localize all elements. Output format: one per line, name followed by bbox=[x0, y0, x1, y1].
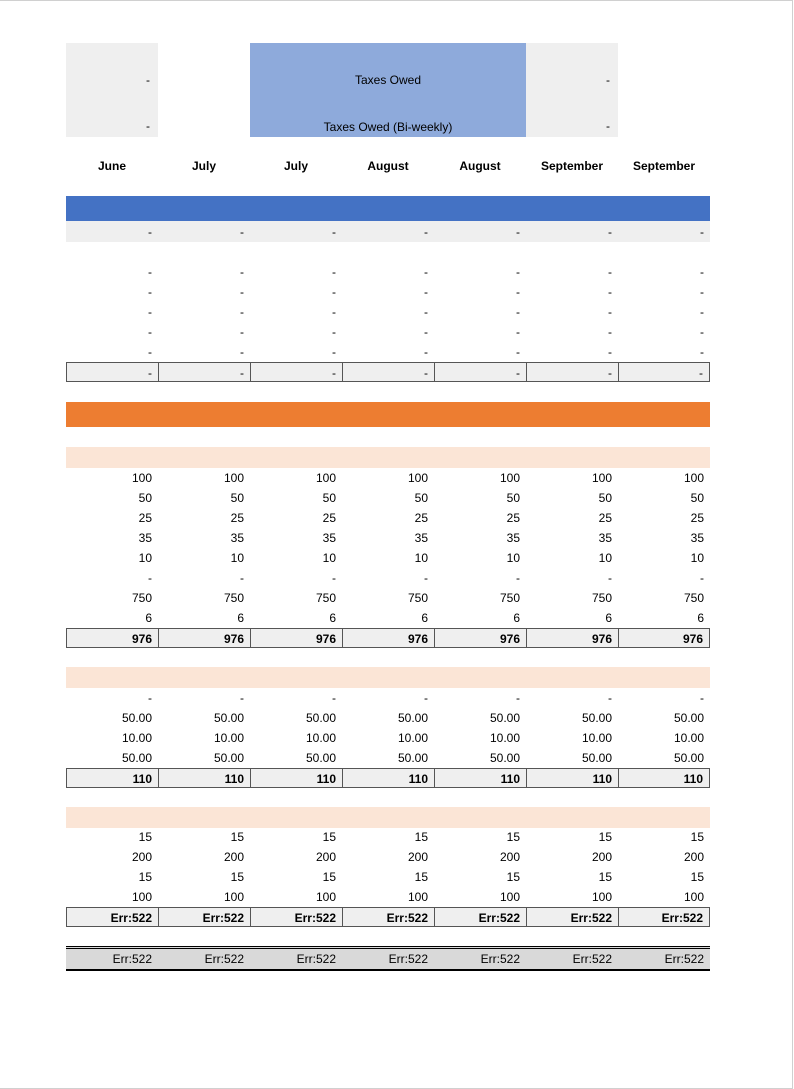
table-row bbox=[66, 688, 710, 708]
income-cell: - bbox=[424, 305, 428, 319]
expense-b-cell: 50.00 bbox=[673, 711, 704, 725]
income-cell: - bbox=[516, 285, 520, 299]
income-cell: - bbox=[516, 305, 520, 319]
expense-a-cell: 25 bbox=[690, 511, 704, 525]
expense-b-cell: 10.00 bbox=[305, 731, 336, 745]
expense-b-total-cell: 110 bbox=[526, 768, 618, 788]
expense-b-cell: 10.00 bbox=[397, 731, 428, 745]
table-row bbox=[66, 528, 710, 548]
table-row bbox=[66, 608, 710, 628]
income-cell: - bbox=[332, 305, 336, 319]
expense-b-cell: 50.00 bbox=[121, 751, 152, 765]
income-cell: - bbox=[240, 325, 244, 339]
expense-c-cell: 15 bbox=[414, 830, 428, 844]
income-cell: - bbox=[332, 285, 336, 299]
table-row bbox=[66, 548, 710, 568]
table-row bbox=[66, 728, 710, 748]
expense-a-cell: 25 bbox=[506, 511, 520, 525]
expense-a-cell: 50 bbox=[230, 491, 244, 505]
expense-a-total-cell: 976 bbox=[66, 628, 158, 648]
income-section-band bbox=[66, 196, 710, 221]
expense-a-total-cell: 976 bbox=[158, 628, 250, 648]
income-cell: - bbox=[516, 345, 520, 359]
month-header: August bbox=[459, 159, 501, 173]
month-header-row bbox=[66, 156, 710, 176]
expense-c-cell: 15 bbox=[690, 830, 704, 844]
income-shaded-cell: - bbox=[148, 225, 152, 239]
expense-a-cell: 750 bbox=[407, 591, 428, 605]
expense-a-cell: 750 bbox=[315, 591, 336, 605]
right-dash-2: - bbox=[606, 119, 610, 133]
income-cell: - bbox=[240, 305, 244, 319]
income-cell: - bbox=[700, 265, 704, 279]
expense-c-cell: 15 bbox=[414, 870, 428, 884]
month-header: July bbox=[283, 159, 308, 173]
expense-a-cell: 6 bbox=[421, 611, 428, 625]
table-row bbox=[66, 748, 710, 768]
income-total-cell: - bbox=[618, 362, 710, 382]
expense-a-cell: 35 bbox=[414, 531, 428, 545]
expense-c-total-cell: Err:522 bbox=[526, 907, 618, 927]
expense-a-cell: 25 bbox=[322, 511, 336, 525]
expense-b-cell: 50.00 bbox=[305, 711, 336, 725]
expense-a-cell: - bbox=[332, 571, 336, 585]
expense-c-cell: 100 bbox=[315, 890, 336, 904]
expense-b-cell: 10.00 bbox=[673, 731, 704, 745]
table-row bbox=[66, 362, 710, 382]
table-row bbox=[66, 302, 710, 322]
expense-a-cell: 50 bbox=[138, 491, 152, 505]
expense-b-total-cell: 110 bbox=[66, 768, 158, 788]
left-dash-1: - bbox=[146, 73, 150, 87]
expense-a-cell: 750 bbox=[499, 591, 520, 605]
expense-a-cell: 6 bbox=[605, 611, 612, 625]
expense-a-total-cell: 976 bbox=[526, 628, 618, 648]
expense-c-cell: 200 bbox=[131, 850, 152, 864]
expense-c-cell: 15 bbox=[230, 870, 244, 884]
expense-b-cell: - bbox=[700, 691, 704, 705]
expense-a-cell: 100 bbox=[499, 471, 520, 485]
expense-c-total-cell: Err:522 bbox=[618, 907, 710, 927]
income-cell: - bbox=[332, 265, 336, 279]
expense-c-cell: 15 bbox=[138, 870, 152, 884]
grand-total-cell: Err:522 bbox=[572, 952, 612, 966]
income-total-cell: - bbox=[158, 362, 250, 382]
income-cell: - bbox=[608, 265, 612, 279]
income-shaded-cell: - bbox=[332, 225, 336, 239]
expense-c-cell: 15 bbox=[690, 870, 704, 884]
expense-a-cell: 10 bbox=[690, 551, 704, 565]
expense-b-cell: 50.00 bbox=[213, 711, 244, 725]
taxes-owed-biweekly-label: Taxes Owed (Bi-weekly) bbox=[323, 120, 453, 134]
table-row bbox=[66, 488, 710, 508]
expense-b-cell: 10.00 bbox=[213, 731, 244, 745]
income-cell: - bbox=[700, 305, 704, 319]
expense-a-cell: 50 bbox=[322, 491, 336, 505]
expense-a-cell: 35 bbox=[598, 531, 612, 545]
expense-a-cell: - bbox=[424, 571, 428, 585]
expense-a-cell: 25 bbox=[230, 511, 244, 525]
expense-c-cell: 200 bbox=[223, 850, 244, 864]
expense-b-cell: - bbox=[608, 691, 612, 705]
expense-c-cell: 100 bbox=[591, 890, 612, 904]
expense-c-total-cell: Err:522 bbox=[158, 907, 250, 927]
expense-c-cell: 200 bbox=[407, 850, 428, 864]
expense-b-cell: 50.00 bbox=[581, 751, 612, 765]
expense-a-cell: 35 bbox=[322, 531, 336, 545]
table-row bbox=[66, 342, 710, 362]
expense-a-cell: 100 bbox=[223, 471, 244, 485]
month-header: August bbox=[367, 159, 409, 173]
table-row bbox=[66, 588, 710, 608]
table-row bbox=[66, 568, 710, 588]
expense-c-cell: 100 bbox=[407, 890, 428, 904]
income-cell: - bbox=[700, 325, 704, 339]
grand-total-cell: Err:522 bbox=[480, 952, 520, 966]
expense-b-cell: - bbox=[148, 691, 152, 705]
grand-total-cell: Err:522 bbox=[112, 952, 152, 966]
taxes-owed-label: Taxes Owed bbox=[354, 73, 422, 87]
month-header: June bbox=[97, 159, 126, 173]
income-shaded-cell: - bbox=[700, 225, 704, 239]
expense-a-cell: 10 bbox=[230, 551, 244, 565]
income-cell: - bbox=[608, 305, 612, 319]
expense-a-cell: - bbox=[700, 571, 704, 585]
expense-c-cell: 15 bbox=[322, 870, 336, 884]
income-cell: - bbox=[148, 305, 152, 319]
expense-b-total-cell: 110 bbox=[158, 768, 250, 788]
income-shaded-cell: - bbox=[516, 225, 520, 239]
expense-c-cell: 200 bbox=[499, 850, 520, 864]
expense-a-cell: 100 bbox=[407, 471, 428, 485]
expense-a-cell: 6 bbox=[697, 611, 704, 625]
expense-b-cell: 50.00 bbox=[489, 751, 520, 765]
expense-c-cell: 200 bbox=[683, 850, 704, 864]
income-cell: - bbox=[700, 345, 704, 359]
expense-c-cell: 100 bbox=[683, 890, 704, 904]
expense-a-total-cell: 976 bbox=[250, 628, 342, 648]
expense-a-cell: 6 bbox=[237, 611, 244, 625]
table-row bbox=[66, 949, 710, 969]
income-cell: - bbox=[608, 345, 612, 359]
month-header: September bbox=[540, 159, 604, 173]
expense-b-cell: - bbox=[424, 691, 428, 705]
expense-a-cell: 35 bbox=[230, 531, 244, 545]
expense-a-cell: 50 bbox=[690, 491, 704, 505]
expense-a-cell: - bbox=[240, 571, 244, 585]
expense-b-total-cell: 110 bbox=[342, 768, 434, 788]
expense-c-cell: 200 bbox=[315, 850, 336, 864]
expense-c-cell: 15 bbox=[598, 870, 612, 884]
table-row bbox=[66, 262, 710, 282]
table-row bbox=[66, 768, 710, 788]
income-cell: - bbox=[608, 285, 612, 299]
income-cell: - bbox=[148, 325, 152, 339]
expense-b-total-cell: 110 bbox=[250, 768, 342, 788]
expense-a-cell: 35 bbox=[138, 531, 152, 545]
expense-c-total-cell: Err:522 bbox=[342, 907, 434, 927]
income-cell: - bbox=[332, 345, 336, 359]
table-row bbox=[66, 827, 710, 847]
expense-c-cell: 100 bbox=[131, 890, 152, 904]
expense-a-cell: 6 bbox=[329, 611, 336, 625]
expense-a-total-cell: 976 bbox=[342, 628, 434, 648]
month-header: September bbox=[632, 159, 696, 173]
expense-c-total-cell: Err:522 bbox=[66, 907, 158, 927]
subsection-a-band bbox=[66, 447, 710, 468]
expense-c-cell: 15 bbox=[138, 830, 152, 844]
expense-a-cell: 10 bbox=[138, 551, 152, 565]
grand-total-cell: Err:522 bbox=[204, 952, 244, 966]
expense-c-cell: 15 bbox=[322, 830, 336, 844]
expense-a-cell: 100 bbox=[315, 471, 336, 485]
table-row bbox=[66, 887, 710, 907]
expense-b-cell: 50.00 bbox=[489, 711, 520, 725]
expense-b-cell: 50.00 bbox=[581, 711, 612, 725]
expense-b-cell: 10.00 bbox=[581, 731, 612, 745]
expense-a-cell: 10 bbox=[598, 551, 612, 565]
expense-a-total-cell: 976 bbox=[434, 628, 526, 648]
subsection-c-band bbox=[66, 807, 710, 828]
expense-b-cell: 50.00 bbox=[305, 751, 336, 765]
expense-a-cell: - bbox=[516, 571, 520, 585]
income-shaded-cell: - bbox=[608, 225, 612, 239]
expense-c-cell: 200 bbox=[591, 850, 612, 864]
expense-a-cell: 50 bbox=[414, 491, 428, 505]
expense-a-cell: 50 bbox=[506, 491, 520, 505]
expense-a-cell: 10 bbox=[506, 551, 520, 565]
income-cell: - bbox=[424, 285, 428, 299]
table-row bbox=[66, 282, 710, 302]
income-total-cell: - bbox=[526, 362, 618, 382]
expense-c-cell: 15 bbox=[506, 830, 520, 844]
income-total-cell: - bbox=[342, 362, 434, 382]
table-row bbox=[66, 508, 710, 528]
table-row bbox=[66, 628, 710, 648]
income-cell: - bbox=[608, 325, 612, 339]
income-cell: - bbox=[424, 325, 428, 339]
table-row bbox=[66, 867, 710, 887]
table-row bbox=[66, 222, 710, 242]
income-cell: - bbox=[148, 345, 152, 359]
expense-b-cell: 10.00 bbox=[489, 731, 520, 745]
table-row bbox=[66, 847, 710, 867]
income-cell: - bbox=[240, 285, 244, 299]
income-total-cell: - bbox=[66, 362, 158, 382]
right-dash-1: - bbox=[606, 73, 610, 87]
expense-b-cell: - bbox=[240, 691, 244, 705]
expense-b-cell: 50.00 bbox=[213, 751, 244, 765]
income-shaded-cell: - bbox=[240, 225, 244, 239]
expense-a-cell: 10 bbox=[414, 551, 428, 565]
expense-b-cell: 50.00 bbox=[397, 711, 428, 725]
table-row bbox=[66, 468, 710, 488]
income-total-cell: - bbox=[250, 362, 342, 382]
expense-c-cell: 15 bbox=[506, 870, 520, 884]
table-row bbox=[66, 708, 710, 728]
expense-a-cell: 100 bbox=[683, 471, 704, 485]
grand-total-cell: Err:522 bbox=[296, 952, 336, 966]
expense-a-cell: 25 bbox=[598, 511, 612, 525]
expense-c-total-cell: Err:522 bbox=[250, 907, 342, 927]
income-cell: - bbox=[516, 265, 520, 279]
expense-a-cell: 6 bbox=[513, 611, 520, 625]
table-row bbox=[66, 907, 710, 927]
income-cell: - bbox=[240, 265, 244, 279]
expense-b-total-cell: 110 bbox=[434, 768, 526, 788]
expense-a-cell: 6 bbox=[145, 611, 152, 625]
expense-b-cell: 50.00 bbox=[673, 751, 704, 765]
expense-a-cell: 750 bbox=[223, 591, 244, 605]
income-cell: - bbox=[240, 345, 244, 359]
income-cell: - bbox=[148, 265, 152, 279]
expense-a-cell: 25 bbox=[414, 511, 428, 525]
month-header: July bbox=[191, 159, 216, 173]
expense-b-cell: 10.00 bbox=[121, 731, 152, 745]
income-cell: - bbox=[516, 325, 520, 339]
expenses-section-band bbox=[66, 402, 710, 427]
expense-c-cell: 15 bbox=[230, 830, 244, 844]
income-cell: - bbox=[424, 265, 428, 279]
table-row bbox=[66, 322, 710, 342]
expense-a-cell: - bbox=[608, 571, 612, 585]
expense-c-total-cell: Err:522 bbox=[434, 907, 526, 927]
expense-a-cell: 100 bbox=[591, 471, 612, 485]
expense-a-cell: 25 bbox=[138, 511, 152, 525]
expense-a-cell: 750 bbox=[131, 591, 152, 605]
expense-c-cell: 100 bbox=[499, 890, 520, 904]
expense-a-cell: 750 bbox=[683, 591, 704, 605]
income-shaded-cell: - bbox=[424, 225, 428, 239]
expense-a-cell: - bbox=[148, 571, 152, 585]
grand-total-cell: Err:522 bbox=[664, 952, 704, 966]
grand-total-cell: Err:522 bbox=[388, 952, 428, 966]
income-total-cell: - bbox=[434, 362, 526, 382]
expense-a-cell: 100 bbox=[131, 471, 152, 485]
income-cell: - bbox=[424, 345, 428, 359]
expense-b-cell: - bbox=[516, 691, 520, 705]
subsection-b-band bbox=[66, 667, 710, 688]
expense-c-cell: 15 bbox=[598, 830, 612, 844]
expense-a-cell: 35 bbox=[506, 531, 520, 545]
expense-a-cell: 750 bbox=[591, 591, 612, 605]
income-cell: - bbox=[700, 285, 704, 299]
expense-b-cell: - bbox=[332, 691, 336, 705]
expense-a-cell: 10 bbox=[322, 551, 336, 565]
expense-a-cell: 50 bbox=[598, 491, 612, 505]
expense-a-total-cell: 976 bbox=[618, 628, 710, 648]
expense-b-cell: 50.00 bbox=[397, 751, 428, 765]
expense-b-total-cell: 110 bbox=[618, 768, 710, 788]
income-cell: - bbox=[148, 285, 152, 299]
expense-c-cell: 100 bbox=[223, 890, 244, 904]
expense-a-cell: 35 bbox=[690, 531, 704, 545]
left-dash-2: - bbox=[146, 119, 150, 133]
income-cell: - bbox=[332, 325, 336, 339]
expense-b-cell: 50.00 bbox=[121, 711, 152, 725]
